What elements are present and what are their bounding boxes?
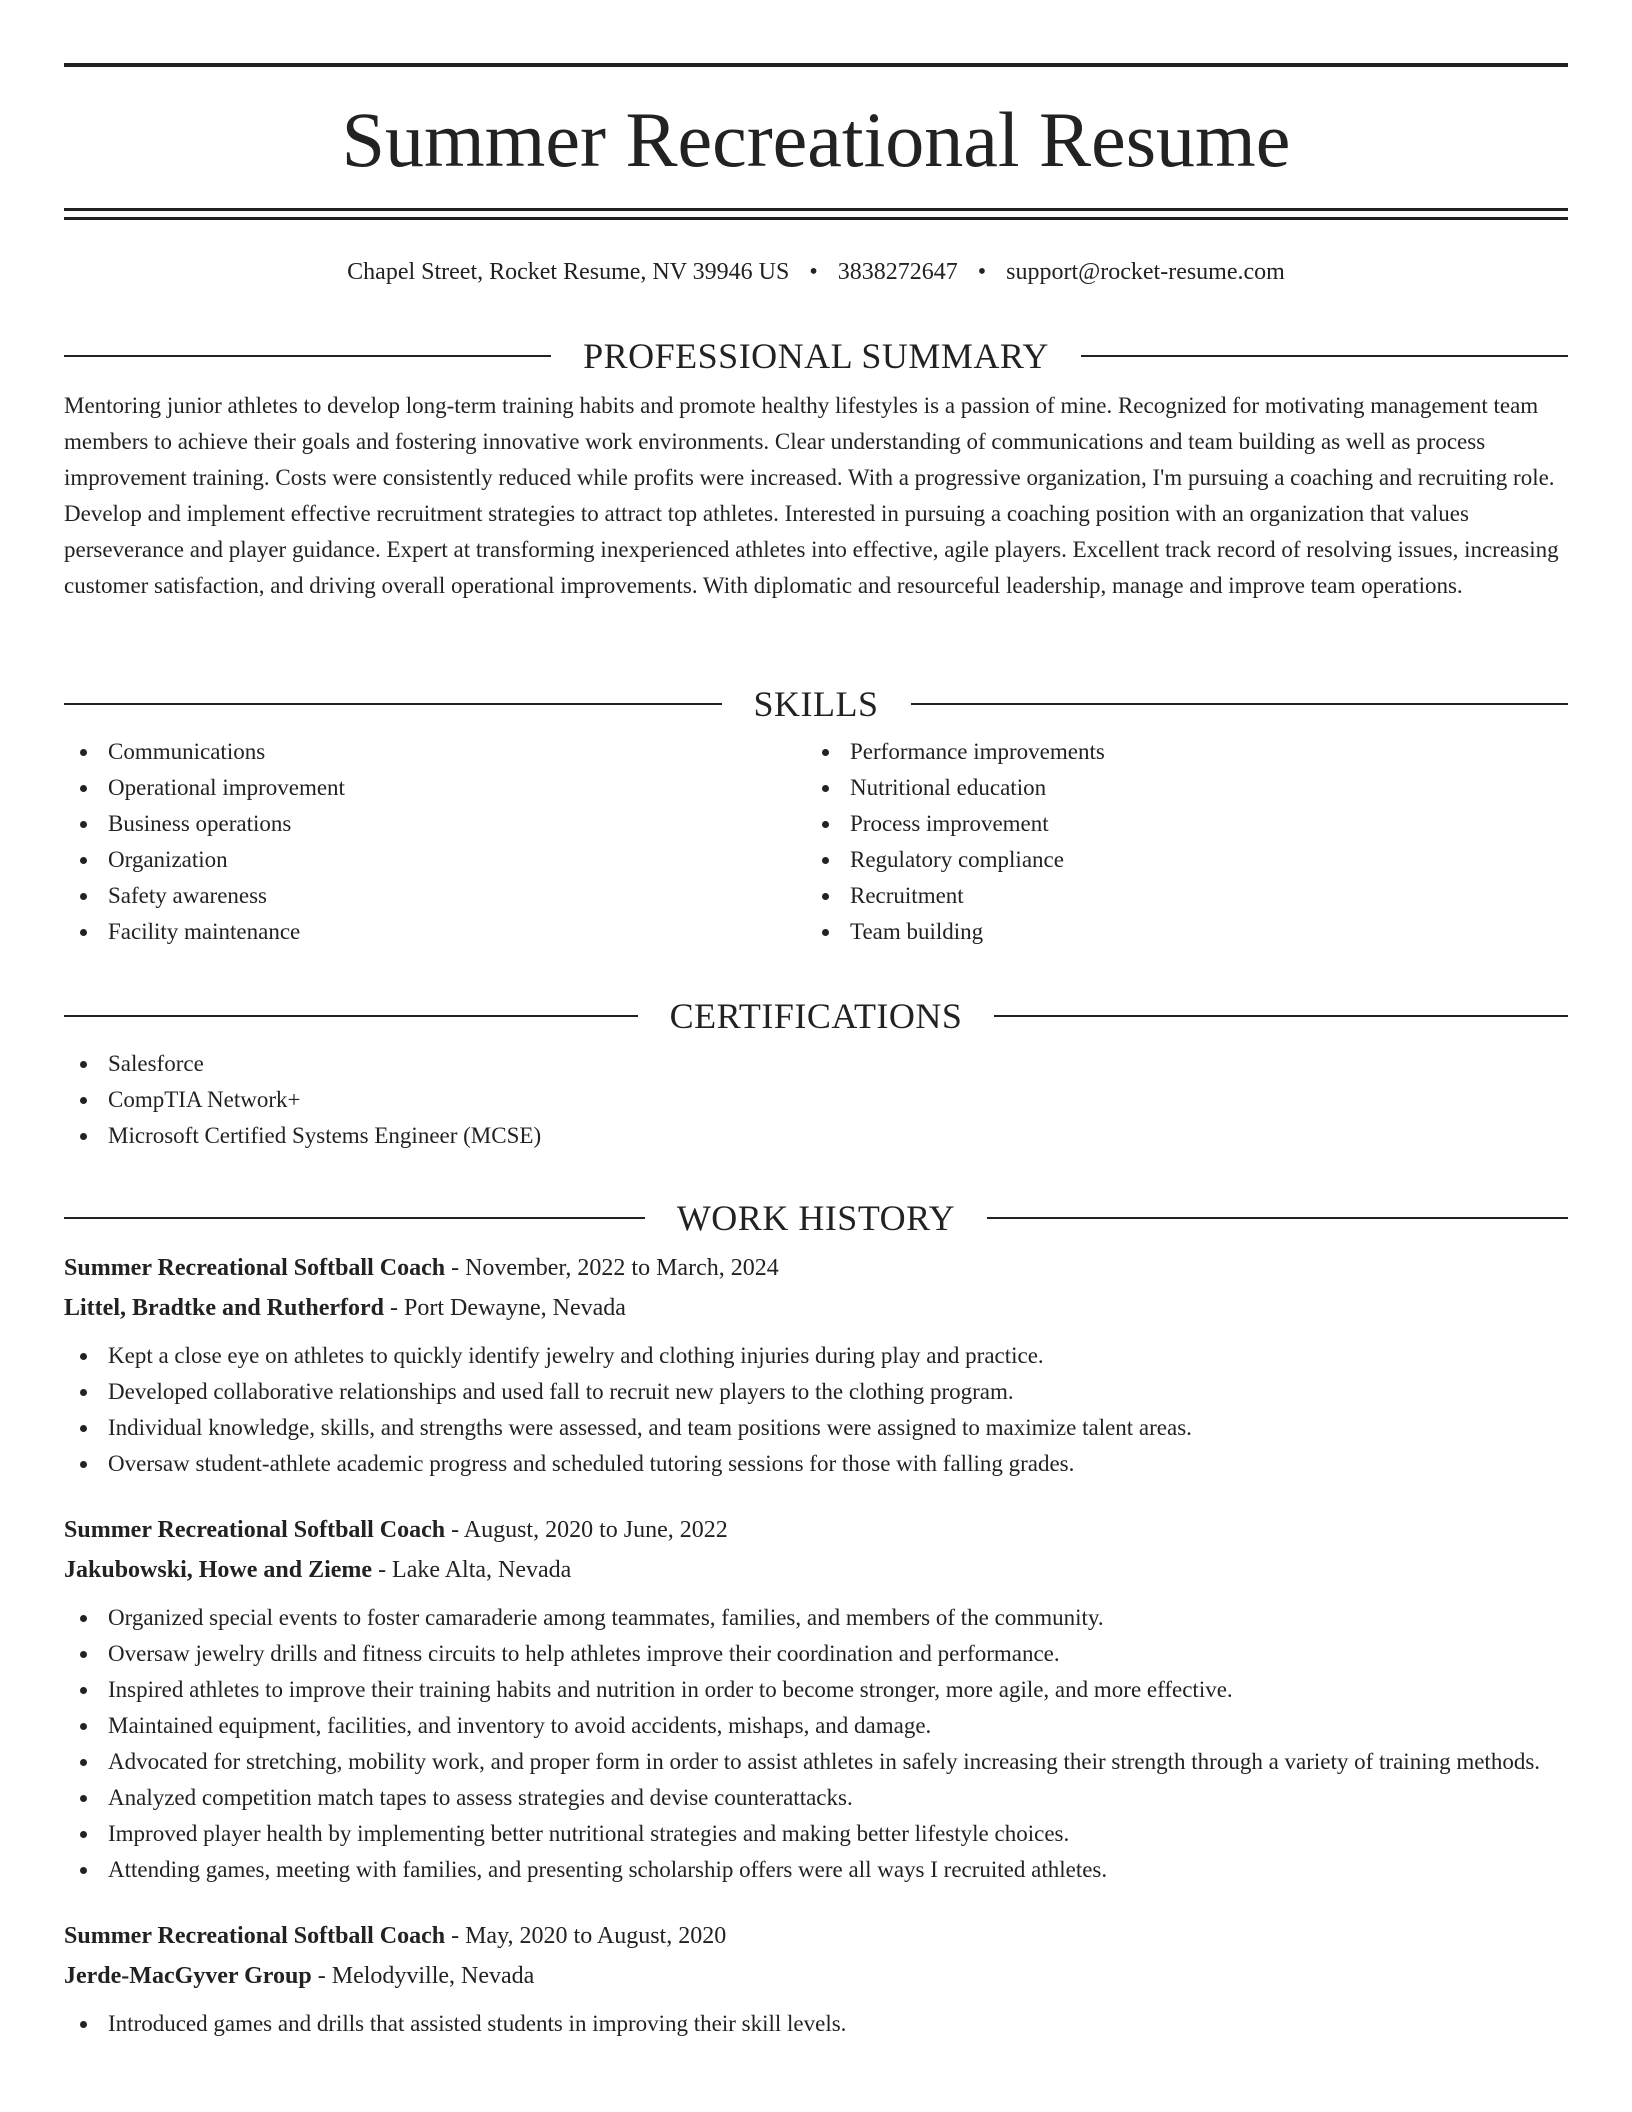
section-header: [64, 334, 1568, 378]
list-item: Individual knowledge, skills, and strengths were assessed, and team positions were assigned to maximize talent areas.: [64, 1410, 1568, 1446]
section-rule: [64, 703, 722, 705]
job-location: - Lake Alta, Nevada: [372, 1557, 572, 1583]
job-bullets: [64, 2006, 1568, 2042]
job-title-line: [64, 1510, 1568, 1550]
contact-address: Chapel Street, Rocket Resume, NV 39946 US: [347, 259, 790, 285]
summary-text: Mentoring junior athletes to develop long-term training habits and promote healthy lifestyles is a passion of mine. Recognized for motivating management team members to achieve their goals and fostering innovative work environments. Clear understanding of communications and team building as well as process improvement training. Costs were consistently reduced while profits were increased. With a progressive organization, I'm pursuing a coaching and recruiting role. Develop and implement effective recruitment strategies to attract top athletes. Interested in pursuing a coaching position with an organization that values perseverance and player guidance. Expert at transforming inexperienced athletes into effective, agile players. Excellent track record of resolving issues, increasing customer satisfaction, and driving overall operational improvements. With diplomatic and resourceful leadership, manage and improve team operations.: [64, 393, 1559, 598]
skills-list-right: [806, 734, 1548, 950]
list-item: Operational improvement: [64, 770, 806, 806]
section-title: CERTIFICATIONS: [669, 996, 963, 1036]
job-company: Jakubowski, Howe and Zieme: [64, 1557, 373, 1583]
list-item: Performance improvements: [806, 734, 1548, 770]
section-rule: [1081, 355, 1568, 357]
section-header: [64, 1196, 1568, 1240]
section-title: PROFESSIONAL SUMMARY: [583, 336, 1049, 376]
skills-columns: [64, 734, 1568, 950]
list-item: Communications: [64, 734, 806, 770]
list-item: Introduced games and drills that assisted students in improving their skill levels.: [64, 2006, 1568, 2042]
list-item: Safety awareness: [64, 878, 806, 914]
job-dates: - May, 2020 to August, 2020: [445, 1923, 727, 1949]
list-item: Oversaw jewelry drills and fitness circuits to help athletes improve their coordination and performance.: [64, 1636, 1568, 1672]
summary-section: [64, 334, 1568, 604]
double-rule: [64, 208, 1568, 220]
list-item: Advocated for stretching, mobility work, and proper form in order to assist athletes in safely increasing their strength through a variety of training methods.: [64, 1744, 1568, 1780]
job-title-line: [64, 1248, 1568, 1288]
section-rule: [987, 1217, 1568, 1219]
section-title: SKILLS: [753, 684, 879, 724]
list-item: Salesforce: [64, 1046, 1568, 1082]
list-item: Analyzed competition match tapes to assess strategies and devise counterattacks.: [64, 1780, 1568, 1816]
job-role: Summer Recreational Softball Coach: [64, 1517, 446, 1543]
list-item: Developed collaborative relationships and used fall to recruit new players to the clothing program.: [64, 1374, 1568, 1410]
resume-title: Summer Recreational Resume: [341, 96, 1291, 183]
job-company-line: [64, 1288, 1568, 1328]
list-item: Recruitment: [806, 878, 1548, 914]
list-item: Oversaw student-athlete academic progress and scheduled tutoring sessions for those with falling grades.: [64, 1446, 1568, 1482]
contact-separator: •: [809, 259, 818, 285]
contact-line: [64, 254, 1568, 290]
list-item: Improved player health by implementing better nutritional strategies and making better lifestyle choices.: [64, 1816, 1568, 1852]
section-title: WORK HISTORY: [676, 1198, 956, 1238]
job-dates: - November, 2022 to March, 2024: [445, 1255, 779, 1281]
certifications-section: [64, 994, 1568, 1154]
list-item: Business operations: [64, 806, 806, 842]
contact-email[interactable]: support@rocket-resume.com: [1006, 259, 1285, 285]
list-item: Inspired athletes to improve their training habits and nutrition in order to become stronger, more agile, and more effective.: [64, 1672, 1568, 1708]
job-company: Jerde-MacGyver Group: [64, 1963, 312, 1989]
job-location: - Melodyville, Nevada: [311, 1963, 535, 1989]
section-rule: [994, 1015, 1568, 1017]
job-company: Littel, Bradtke and Rutherford: [64, 1295, 384, 1321]
contact-phone[interactable]: 3838272647: [837, 259, 958, 285]
list-item: CompTIA Network+: [64, 1082, 1568, 1118]
list-item: Microsoft Certified Systems Engineer (MCSE): [64, 1118, 1568, 1154]
section-rule: [64, 1217, 645, 1219]
section-header: [64, 994, 1568, 1038]
job-company-line: [64, 1956, 1568, 1996]
section-rule: [64, 1015, 638, 1017]
job-entry: [64, 1510, 1568, 1888]
list-item: Team building: [806, 914, 1548, 950]
job-location: - Port Dewayne, Nevada: [384, 1295, 626, 1321]
certifications-list: [64, 1046, 1568, 1154]
section-rule: [64, 355, 551, 357]
skills-section: [64, 682, 1568, 950]
job-title-line: [64, 1916, 1568, 1956]
top-rule: [64, 63, 1568, 67]
list-item: Organized special events to foster camaraderie among teammates, families, and members of the community.: [64, 1600, 1568, 1636]
job-bullets: [64, 1338, 1568, 1482]
job-company-line: [64, 1550, 1568, 1590]
list-item: Kept a close eye on athletes to quickly identify jewelry and clothing injuries during play and practice.: [64, 1338, 1568, 1374]
job-entry: [64, 1916, 1568, 2042]
list-item: Maintained equipment, facilities, and inventory to avoid accidents, mishaps, and damage.: [64, 1708, 1568, 1744]
list-item: Facility maintenance: [64, 914, 806, 950]
skills-list-left: [64, 734, 806, 950]
contact-separator: •: [977, 259, 987, 285]
job-bullets: [64, 1600, 1568, 1888]
job-role: Summer Recreational Softball Coach: [64, 1255, 446, 1281]
work-history-section: [64, 1196, 1568, 2042]
list-item: Process improvement: [806, 806, 1548, 842]
list-item: Attending games, meeting with families, and presenting scholarship offers were all ways I recruited athletes.: [64, 1852, 1568, 1888]
list-item: Regulatory compliance: [806, 842, 1548, 878]
list-item: Organization: [64, 842, 806, 878]
list-item: Nutritional education: [806, 770, 1548, 806]
job-entry: [64, 1248, 1568, 1482]
section-rule: [911, 703, 1569, 705]
job-dates: - August, 2020 to June, 2022: [445, 1517, 728, 1543]
section-header: [64, 682, 1568, 726]
job-role: Summer Recreational Softball Coach: [64, 1923, 446, 1949]
